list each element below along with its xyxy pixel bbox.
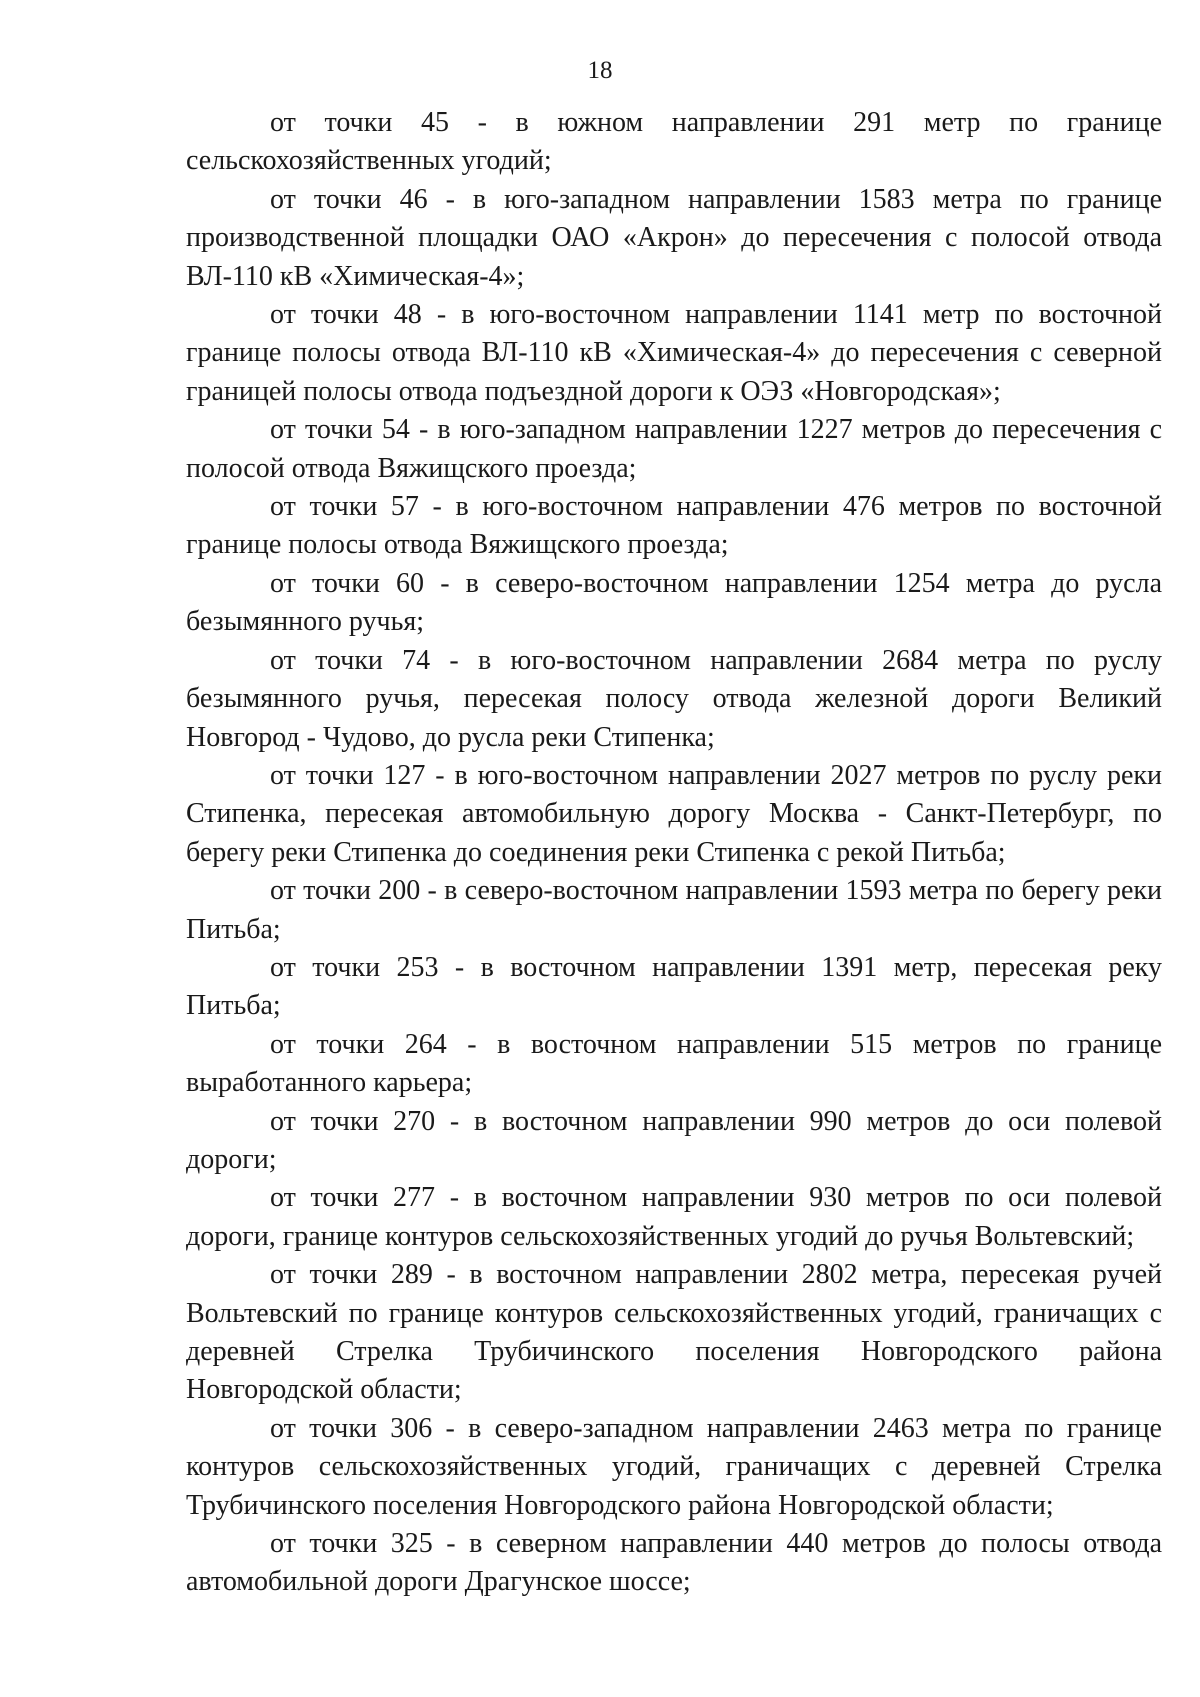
paragraph-point-54: от точки 54 - в юго-западном направлении 1227 метров до пересечения с полосой отвода Вяжищского проезда;: [186, 414, 1162, 484]
paragraph-point-45: от точки 45 - в южном направлении 291 метр по границе сельскохозяйственных угодий;: [186, 107, 1162, 177]
paragraph-point-74: от точки 74 - в юго-восточном направлении 2684 метра по руслу безымянного ручья, пересекая полосу отвода железной дороги Великий Новгород - Чудово, до русла реки Стипенка;: [186, 644, 1162, 753]
paragraph-point-264: от точки 264 - в восточном направлении 515 метров по границе выработанного карьера;: [186, 1028, 1162, 1099]
paragraph-point-57: от точки 57 - в юго-восточном направлении 476 метров по восточной границе полосы отвода Вяжищского проезда;: [186, 491, 1162, 561]
page-number: 18: [587, 57, 613, 84]
paragraph-point-253: от точки 253 - в восточном направлении 1391 метр, пересекая реку Питьба;: [186, 951, 1162, 1022]
paragraph-point-127: от точки 127 - в юго-восточном направлении 2027 метров по руслу реки Стипенка, пересекая автомобильную дорогу Москва - Санкт-Петербург, по берегу реки Стипенка до соединения реки Стипенка с рекой Питьба;: [186, 759, 1162, 868]
paragraph-point-60: от точки 60 - в северо-восточном направлении 1254 метра до русла безымянного ручья;: [186, 567, 1162, 638]
paragraph-point-46: от точки 46 - в юго-западном направлении 1583 метра по границе производственной площадки ОАО «Акрон» до пересечения с полосой отвода ВЛ-110 кВ «Химическая-4»;: [186, 183, 1162, 292]
document-body: [186, 104, 1162, 1602]
paragraph-point-306: от точки 306 - в северо-западном направлении 2463 метра по границе контуров сельскохозяйственных угодий, граничащих с деревней Стрелка Трубичинского поселения Новгородского района Новгородской области;: [186, 1412, 1162, 1521]
paragraph-point-48: от точки 48 - в юго-восточном направлении 1141 метр по восточной границе полосы отвода ВЛ-110 кВ «Химическая-4» до пересечения с северной границей полосы отвода подъездной дороги к ОЭЗ «Новгородская»;: [186, 299, 1162, 407]
paragraph-point-270: от точки 270 - в восточном направлении 990 метров до оси полевой дороги;: [186, 1105, 1162, 1175]
paragraph-point-289: от точки 289 - в восточном направлении 2802 метра, пересекая ручей Вольтевский по границе контуров сельскохозяйственных угодий, граничащих с деревней Стрелка Трубичинского поселения Новгородского района Новгородской области;: [186, 1259, 1162, 1406]
paragraph-point-200: от точки 200 - в северо-восточном направлении 1593 метра по берегу реки Питьба;: [186, 875, 1162, 945]
paragraph-point-325: от точки 325 - в северном направлении 440 метров до полосы отвода автомобильной дороги Драгунское шоссе;: [186, 1528, 1162, 1598]
paragraph-point-277: от точки 277 - в восточном направлении 930 метров по оси полевой дороги, границе контуров сельскохозяйственных угодий до ручья Вольтевский;: [186, 1182, 1162, 1252]
